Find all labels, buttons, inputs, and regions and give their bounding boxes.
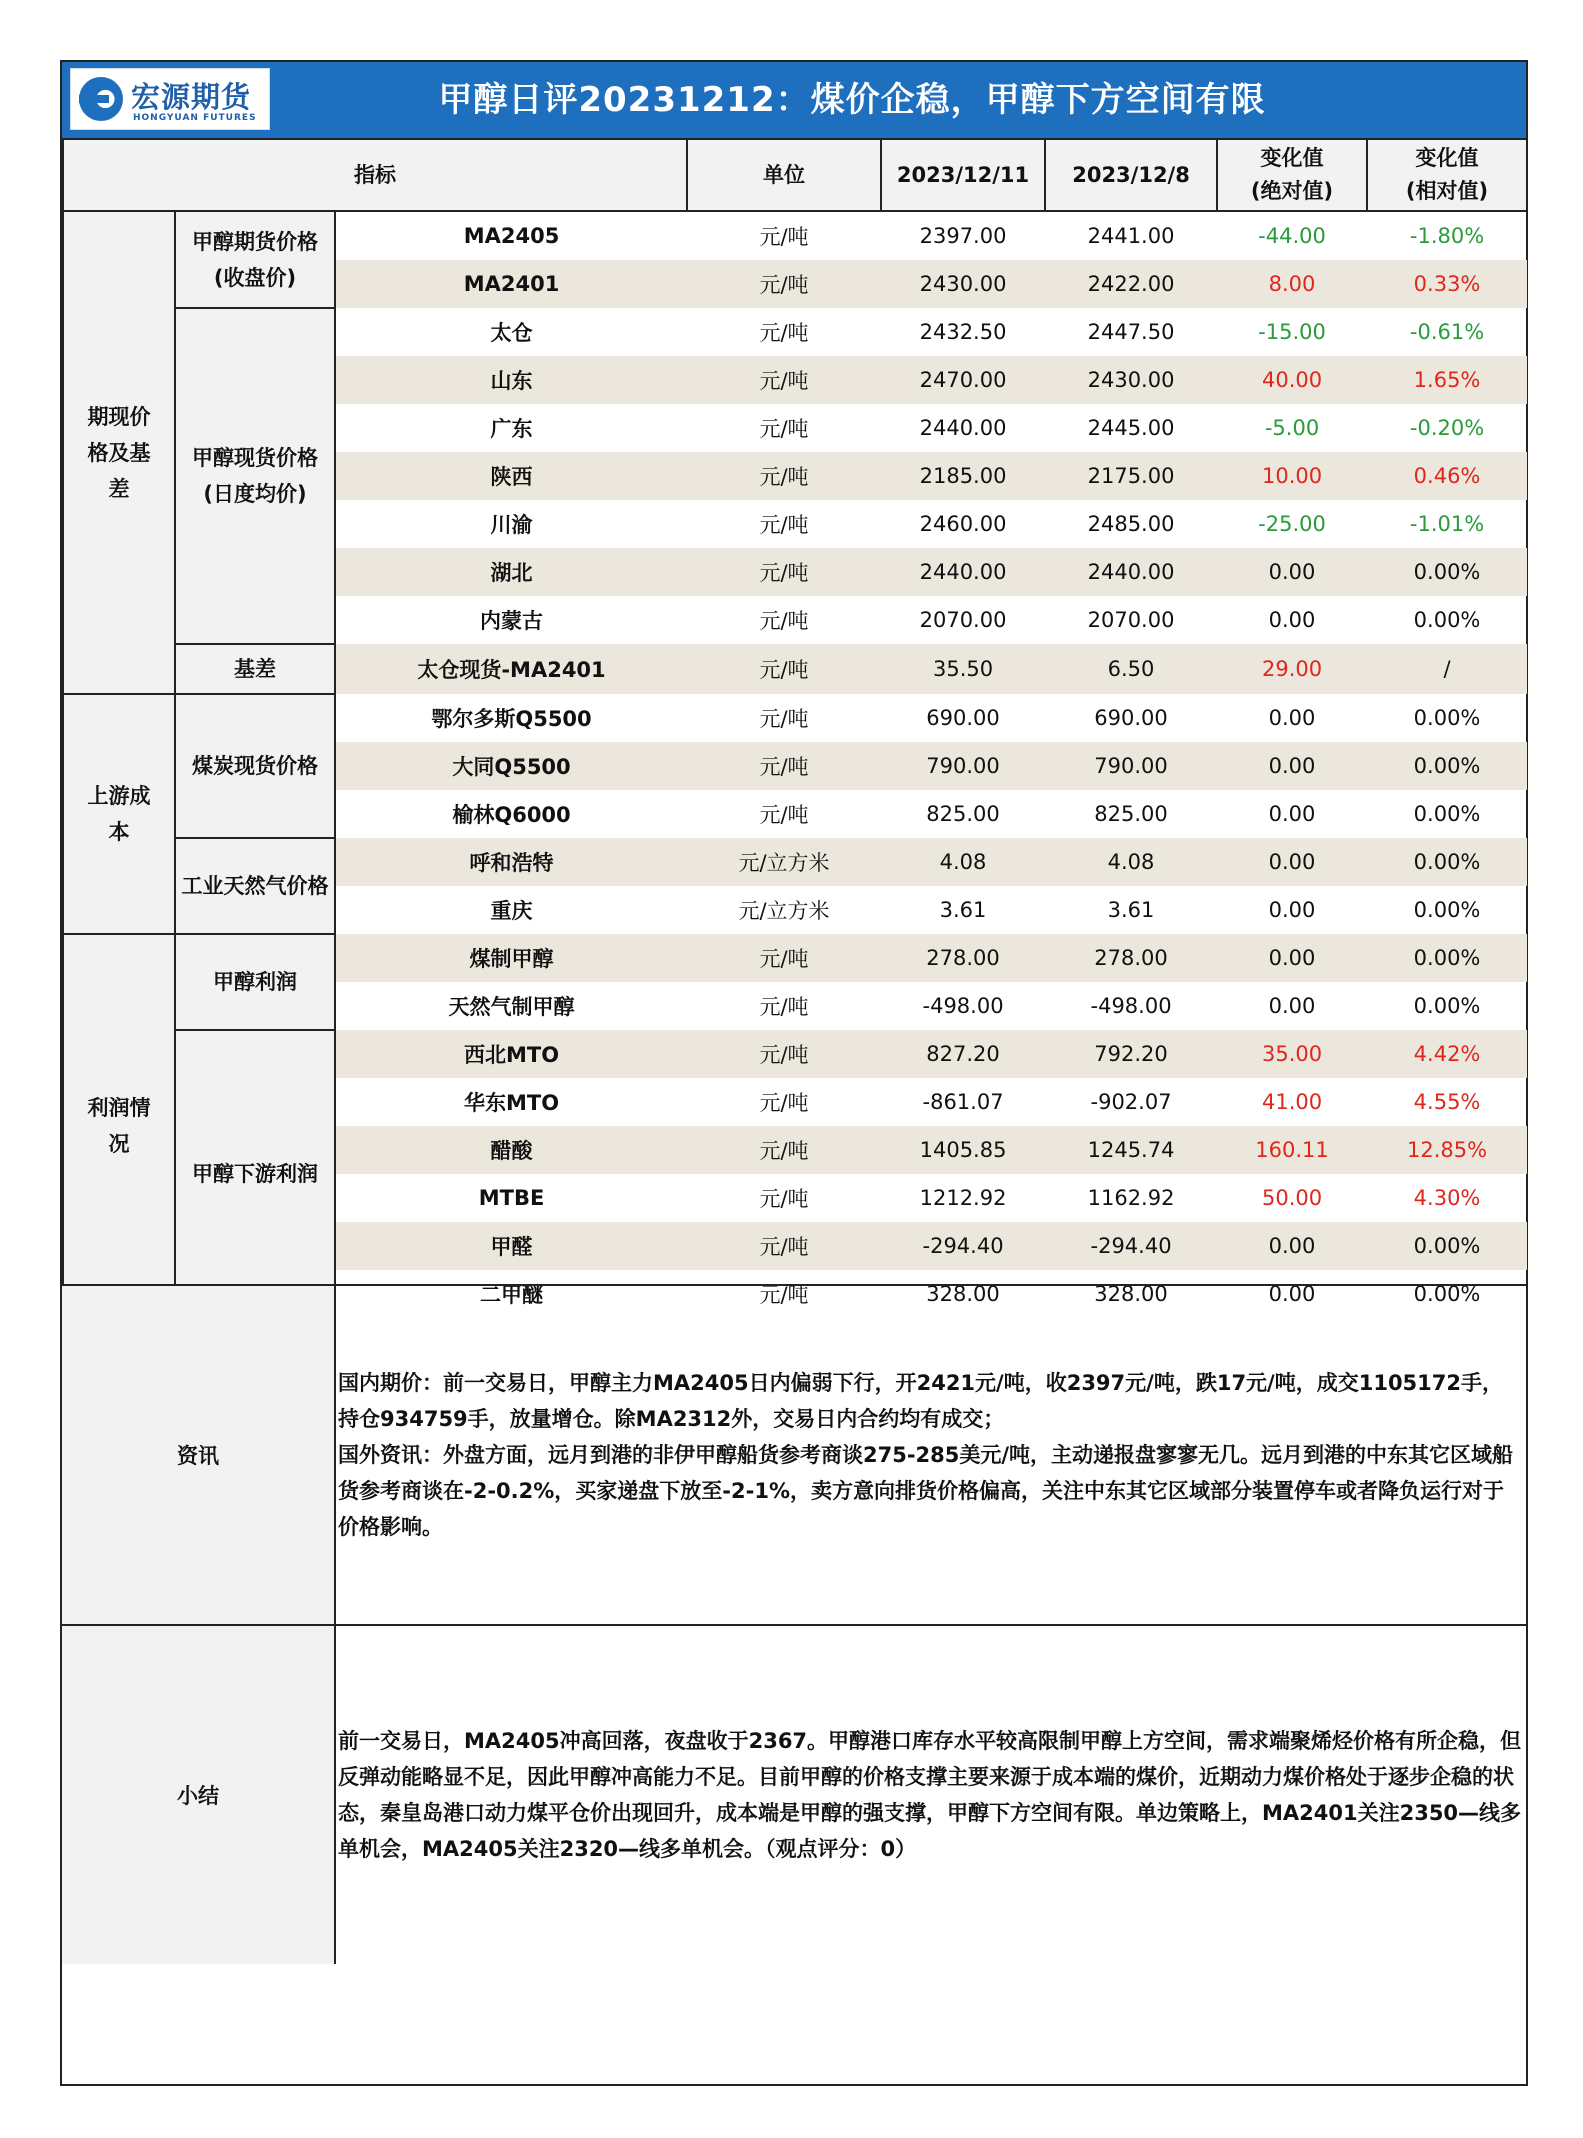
indicator-name: 太仓 <box>490 321 533 345</box>
section-label-text: 期现价格及基差 <box>87 404 151 501</box>
value-date2: 2441.00 <box>1087 224 1175 248</box>
value-date1: 328.00 <box>926 1282 1000 1306</box>
value-date2: 2430.00 <box>1045 356 1217 404</box>
news-label: 资讯 <box>62 1286 336 1624</box>
value-date1: 4.08 <box>881 838 1045 886</box>
group-label <box>175 694 335 838</box>
abs-change: 0.00 <box>1217 1222 1367 1270</box>
col-header-rel-line2: (相对值) <box>1405 179 1489 203</box>
abs-change: 0.00 <box>1268 898 1316 922</box>
indicator-name: 华东MTO <box>463 1091 560 1115</box>
unit-cell: 元/吨 <box>759 995 809 1019</box>
company-logo <box>70 68 270 130</box>
col-header-abs-line2: (绝对值) <box>1250 179 1334 203</box>
value-date2: -902.07 <box>1090 1090 1172 1114</box>
value-date2: -498.00 <box>1090 994 1172 1018</box>
group-label <box>175 934 335 1030</box>
indicator-name: 大同Q5500 <box>335 742 687 790</box>
value-date2: 2485.00 <box>1087 512 1175 536</box>
rel-change: -1.01% <box>1409 512 1485 536</box>
rel-change: 0.00% <box>1367 1222 1527 1270</box>
value-date1: 2430.00 <box>881 260 1045 308</box>
table-row <box>63 644 1527 694</box>
unit-cell: 元/吨 <box>687 260 881 308</box>
rel-change: -1.80% <box>1409 224 1485 248</box>
indicator-name: 太仓现货-MA2401 <box>335 644 687 694</box>
value-date2: 790.00 <box>1045 742 1217 790</box>
group-label <box>175 211 335 308</box>
logo-name-cn: 宏源期货 <box>131 80 252 114</box>
value-date2: 4.08 <box>1045 838 1217 886</box>
rel-change: 0.00% <box>1413 898 1481 922</box>
indicator-name: 天然气制甲醇 <box>448 995 575 1019</box>
abs-change: 0.00 <box>1268 1282 1316 1306</box>
value-date2: 2422.00 <box>1045 260 1217 308</box>
abs-change: 0.00 <box>1217 934 1367 982</box>
section-label-text: 利润情况 <box>87 1096 151 1156</box>
table-body <box>63 211 1527 1318</box>
group-label-line2: (收盘价) <box>213 265 297 290</box>
value-date1: 2397.00 <box>919 224 1007 248</box>
unit-cell: 元/吨 <box>687 644 881 694</box>
value-date2: 328.00 <box>1094 1282 1168 1306</box>
abs-change: 35.00 <box>1217 1030 1367 1078</box>
group-label <box>175 1030 335 1318</box>
value-date1: 2440.00 <box>881 548 1045 596</box>
value-date2: 1162.92 <box>1087 1186 1175 1210</box>
col-header-abs-line1: 变化值 <box>1260 146 1324 170</box>
value-date2: 3.61 <box>1107 898 1155 922</box>
rel-change: 12.85% <box>1367 1126 1527 1174</box>
logo-name-en: HONGYUAN FUTURES <box>133 113 257 123</box>
summary-text <box>338 1626 1522 1964</box>
value-date2: 2445.00 <box>1087 416 1175 440</box>
col-header-date2: 2023/12/8 <box>1045 139 1217 211</box>
group-label-line1: 工业天然气价格 <box>181 874 329 898</box>
value-date2: 2440.00 <box>1045 548 1217 596</box>
table-row <box>63 934 1527 982</box>
rel-change: 4.42% <box>1367 1030 1527 1078</box>
section-upstream-cost-label <box>63 694 175 934</box>
group-label <box>175 308 335 644</box>
news-paragraph: 国外资讯：外盘方面，远月到港的非伊甲醇船货参考商谈275-285美元/吨，主动递报盘寥寥无几。远月到港的中东其它区域船货参考商谈在-2-0.2%，买家递盘下放至-2-1%，卖方意向排货价格偏高，关注中东其它区域部分装置停车或者降负运行对于价格影响。 <box>338 1443 1514 1539</box>
unit-cell: 元/吨 <box>759 1091 809 1115</box>
rel-change: 0.00% <box>1367 548 1527 596</box>
value-date1: -861.07 <box>922 1090 1004 1114</box>
abs-change: 0.00 <box>1217 742 1367 790</box>
abs-change: -44.00 <box>1258 224 1326 248</box>
indicator-name: 重庆 <box>490 899 533 923</box>
group-label-line1: 甲醇期货价格 <box>192 229 318 254</box>
value-date1: 2432.50 <box>919 320 1007 344</box>
abs-change: 0.00 <box>1217 548 1367 596</box>
value-date1: -294.40 <box>881 1222 1045 1270</box>
value-date2: 792.20 <box>1045 1030 1217 1078</box>
indicator-name: 内蒙古 <box>480 609 544 633</box>
indicator-table <box>62 138 1528 1319</box>
col-header-rel-line1: 变化值 <box>1415 146 1479 170</box>
indicator-name: MTBE <box>478 1186 545 1210</box>
rel-change: -0.61% <box>1409 320 1485 344</box>
group-label-line2: (日度均价) <box>203 482 307 506</box>
abs-change: -15.00 <box>1258 320 1326 344</box>
value-date1: 827.20 <box>881 1030 1045 1078</box>
value-date2: 1245.74 <box>1045 1126 1217 1174</box>
value-date1: 2460.00 <box>919 512 1007 536</box>
indicator-name: 山东 <box>335 356 687 404</box>
abs-change: 50.00 <box>1261 1186 1323 1210</box>
unit-cell: 元/吨 <box>759 803 809 827</box>
unit-cell: 元/吨 <box>687 742 881 790</box>
table-row <box>63 694 1527 742</box>
value-date2: 2447.50 <box>1087 320 1175 344</box>
report-title: 甲醇日评20231212：煤价企稳，甲醇下方空间有限 <box>438 80 1266 120</box>
value-date2: 6.50 <box>1045 644 1217 694</box>
table-row <box>63 308 1527 356</box>
unit-cell: 元/吨 <box>759 321 809 345</box>
news-paragraph: 国内期价：前一交易日，甲醇主力MA2405日内偏弱下行，开2421元/吨，收2397元/吨，跌17元/吨，成交1105172手，持仓934759手，放量增仓。除MA2312外，交易日内合约均有成交； <box>338 1371 1504 1431</box>
unit-cell: 元/吨 <box>687 1222 881 1270</box>
value-date2: 2175.00 <box>1045 452 1217 500</box>
col-header-abs-change <box>1217 139 1367 211</box>
abs-change: 8.00 <box>1217 260 1367 308</box>
rel-change: -0.20% <box>1409 416 1485 440</box>
value-date2: -294.40 <box>1045 1222 1217 1270</box>
value-date1: -498.00 <box>922 994 1004 1018</box>
col-header-unit: 单位 <box>687 139 881 211</box>
abs-change: 0.00 <box>1268 608 1316 632</box>
unit-cell: 元/吨 <box>759 707 809 731</box>
section-price-basis-label <box>63 211 175 694</box>
indicator-name: MA2405 <box>463 224 560 248</box>
value-date1: 2440.00 <box>919 416 1007 440</box>
table-row <box>63 211 1527 260</box>
unit-cell: 元/吨 <box>687 1126 881 1174</box>
value-date1: 35.50 <box>881 644 1045 694</box>
title-bar <box>62 62 1526 138</box>
value-date2: 2070.00 <box>1087 608 1175 632</box>
abs-change: 41.00 <box>1261 1090 1323 1114</box>
indicator-name: 川渝 <box>490 513 533 537</box>
col-header-indicator: 指标 <box>63 139 687 211</box>
group-label <box>175 838 335 934</box>
abs-change: -5.00 <box>1264 416 1320 440</box>
value-date1: 1212.92 <box>919 1186 1007 1210</box>
unit-cell: 元/吨 <box>687 356 881 404</box>
abs-change: 0.00 <box>1268 994 1316 1018</box>
unit-cell: 元/吨 <box>687 1030 881 1078</box>
abs-change: 0.00 <box>1268 802 1316 826</box>
value-date1: 2185.00 <box>881 452 1045 500</box>
indicator-name: 广东 <box>490 417 533 441</box>
indicator-name: 呼和浩特 <box>335 838 687 886</box>
news-section <box>62 1284 1526 1624</box>
abs-change: 29.00 <box>1217 644 1367 694</box>
group-label-line1: 基差 <box>234 657 276 681</box>
abs-change: 160.11 <box>1217 1126 1367 1174</box>
indicator-name: 湖北 <box>335 548 687 596</box>
report-frame <box>60 60 1528 2086</box>
indicator-name: 醋酸 <box>335 1126 687 1174</box>
value-date1: 790.00 <box>881 742 1045 790</box>
value-date1: 3.61 <box>939 898 987 922</box>
unit-cell: 元/吨 <box>687 934 881 982</box>
group-label-line1: 煤炭现货价格 <box>192 754 318 778</box>
section-profit-label <box>63 934 175 1318</box>
rel-change: 0.00% <box>1367 742 1527 790</box>
rel-change: 0.00% <box>1413 1282 1481 1306</box>
unit-cell: 元/吨 <box>759 1187 809 1211</box>
unit-cell: 元/立方米 <box>687 838 881 886</box>
rel-change: 4.30% <box>1413 1186 1481 1210</box>
group-label <box>175 644 335 694</box>
unit-cell: 元/吨 <box>687 548 881 596</box>
value-date1: 690.00 <box>926 706 1000 730</box>
value-date1: 825.00 <box>926 802 1000 826</box>
value-date1: 2470.00 <box>881 356 1045 404</box>
rel-change: 1.65% <box>1367 356 1527 404</box>
section-label-text: 上游成本 <box>87 784 151 844</box>
indicator-name: 二甲醚 <box>480 1283 544 1307</box>
table-header-row <box>63 139 1527 211</box>
summary-section <box>62 1624 1526 1964</box>
rel-change: 0.00% <box>1367 934 1527 982</box>
rel-change: 4.55% <box>1413 1090 1481 1114</box>
col-header-date1: 2023/12/11 <box>881 139 1045 211</box>
table-row <box>63 838 1527 886</box>
value-date1: 1405.85 <box>881 1126 1045 1174</box>
rel-change: 0.00% <box>1413 706 1481 730</box>
unit-cell: 元/吨 <box>687 452 881 500</box>
rel-change: / <box>1367 644 1527 694</box>
value-date2: 278.00 <box>1045 934 1217 982</box>
indicator-name: 西北MTO <box>335 1030 687 1078</box>
value-date2: 825.00 <box>1094 802 1168 826</box>
summary-label: 小结 <box>62 1626 336 1964</box>
unit-cell: 元/吨 <box>759 417 809 441</box>
table-row <box>63 1030 1527 1078</box>
news-text <box>338 1286 1522 1624</box>
unit-cell: 元/立方米 <box>738 899 830 923</box>
group-label-line1: 甲醇下游利润 <box>192 1162 318 1186</box>
indicator-name: 煤制甲醇 <box>335 934 687 982</box>
rel-change: 0.00% <box>1367 838 1527 886</box>
indicator-name: 鄂尔多斯Q5500 <box>431 707 592 731</box>
unit-cell: 元/吨 <box>759 225 809 249</box>
indicator-name: 甲醛 <box>335 1222 687 1270</box>
abs-change: 0.00 <box>1217 838 1367 886</box>
unit-cell: 元/吨 <box>759 1283 809 1307</box>
unit-cell: 元/吨 <box>759 609 809 633</box>
summary-paragraph: 前一交易日，MA2405冲高回落，夜盘收于2367。甲醇港口库存水平较高限制甲醇上方空间，需求端聚烯烃价格有所企稳，但反弹动能略显不足，因此甲醇冲高能力不足。目前甲醇的价格支撑主要来源于成本端的煤价，近期动力煤价格处于逐步企稳的状态，秦皇岛港口动力煤平仓价出现回升，成本端是甲醇的强支撑，甲醇下方空间有限。单边策略上，MA2401关注2350—线多单机会，MA2405关注2320—线多单机会。（观点评分：0） <box>338 1729 1522 1861</box>
value-date2: 690.00 <box>1094 706 1168 730</box>
rel-change: 0.33% <box>1367 260 1527 308</box>
unit-cell: 元/吨 <box>759 513 809 537</box>
value-date1: 278.00 <box>881 934 1045 982</box>
rel-change: 0.46% <box>1367 452 1527 500</box>
indicator-name: MA2401 <box>335 260 687 308</box>
abs-change: 40.00 <box>1217 356 1367 404</box>
indicator-name: 陕西 <box>335 452 687 500</box>
group-label-line1: 甲醇现货价格 <box>192 446 318 470</box>
value-date1: 2070.00 <box>919 608 1007 632</box>
rel-change: 0.00% <box>1413 608 1481 632</box>
rel-change: 0.00% <box>1413 994 1481 1018</box>
group-label-line1: 甲醇利润 <box>213 970 297 994</box>
abs-change: 0.00 <box>1268 706 1316 730</box>
indicator-name: 榆林Q6000 <box>452 803 571 827</box>
rel-change: 0.00% <box>1413 802 1481 826</box>
col-header-rel-change <box>1367 139 1527 211</box>
abs-change: 10.00 <box>1217 452 1367 500</box>
abs-change: -25.00 <box>1258 512 1326 536</box>
logo-bar-icon <box>79 95 109 103</box>
